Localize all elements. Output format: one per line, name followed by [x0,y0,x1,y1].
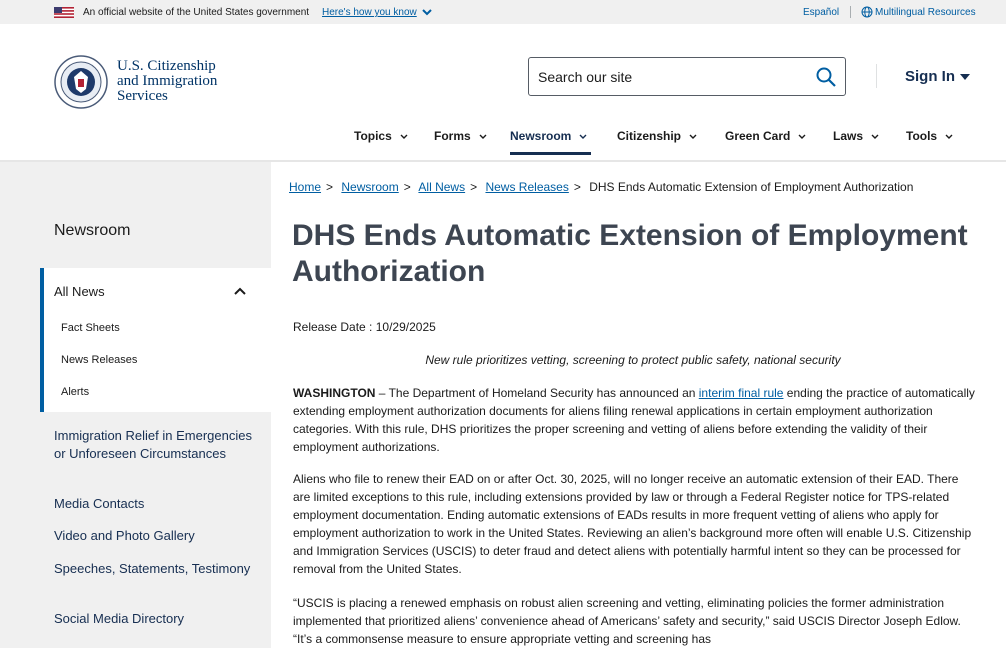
nav-laws[interactable]: Laws [833,129,879,143]
sidebar [0,162,271,648]
interim-final-rule-link[interactable]: interim final rule [698,386,784,400]
chevron-down-icon [689,134,697,140]
nav-tools[interactable]: Tools [906,129,953,143]
how-you-know-link[interactable]: Here's how you know [322,7,417,18]
sign-in-button[interactable]: Sign In [905,68,955,85]
main-nav [0,124,1006,158]
gov-banner [0,0,1006,24]
paragraph-text: ending the practice of automatically extending employment authorization documents for aliens filing renewal applications in certain employment authorization categories. With this rule, DHS prioritizes the proper screening and vetting of aliens before extending the validity of their employment authorizations. [293,386,975,454]
multilingual-resources-link[interactable]: Multilingual Resources [875,7,976,18]
site-header [0,24,1006,161]
sidebar-item-immigration-relief[interactable]: Immigration Relief in Emergencies or Unforeseen Circumstances [54,428,252,461]
paragraph-text: – The Department of Homeland Security has announced an [375,386,699,400]
nav-topics[interactable]: Topics [354,129,408,143]
breadcrumb-home[interactable]: Home [289,180,322,194]
article-paragraph: Aliens who file to renew their EAD on or after Oct. 30, 2025, will no longer receive an automatic extension of their EAD. There are limited exceptions to this rule, including extensions provided by law or through a Federal Register notice for TPS-related employment documentation. Ending automatic extensions of EADs results in more frequent vetting of aliens who apply for employment authorization to work in the United States. Reviewing an alien’s background more often will enable U.S. Citizenship and Immigration Services (USCIS) to deter fraud and detect aliens with potentially harmful intent so they can be processed for removal from the United States. [293,472,972,576]
chevron-down-icon[interactable] [421,6,433,18]
sidebar-item-news-releases[interactable]: News Releases [61,354,138,366]
logo-line: U.S. Citizenship [117,58,216,74]
chevron-up-icon[interactable] [233,286,247,296]
nav-forms[interactable]: Forms [434,129,487,143]
breadcrumb-separator: > [326,180,334,194]
us-flag-icon [54,7,74,18]
chevron-down-icon [871,134,879,140]
sidebar-group-all-news [40,268,271,412]
nav-citizenship[interactable]: Citizenship [617,129,697,143]
release-date-value: 10/29/2025 [375,320,436,334]
banner-divider [850,6,851,18]
breadcrumb-separator: > [573,180,581,194]
sidebar-item-media-contacts[interactable]: Media Contacts [54,496,145,511]
nav-green-card[interactable]: Green Card [725,129,806,143]
article-paragraph: “USCIS is placing a renewed emphasis on robust alien screening and vetting, eliminating policies the former administration implemented that prioritized aliens’ convenience ahead of Americans’ safety and security,” said USCIS Director Joseph Edlow. “It’s a commonsense measure to ensure appropriate vetting and screening has [293,596,961,646]
nav-newsroom[interactable]: Newsroom [510,129,587,143]
sidebar-item-all-news[interactable]: All News [54,284,105,299]
chevron-down-icon [400,134,408,140]
official-site-text: An official website of the United States government [83,7,310,18]
search-box [528,57,846,96]
release-date-label: Release Date : [293,320,373,334]
breadcrumb-all-news[interactable]: All News [418,180,466,194]
globe-icon[interactable] [861,6,873,18]
logo-line: and Immigration [117,73,218,89]
uscis-logo-text[interactable] [117,59,217,104]
sidebar-title: Newsroom [54,222,131,239]
release-date [293,320,436,334]
breadcrumb-newsroom[interactable]: Newsroom [341,180,399,194]
breadcrumb-separator: > [403,180,411,194]
breadcrumb [289,180,913,194]
sidebar-item-speeches[interactable]: Speeches, Statements, Testimony [54,561,251,576]
search-input[interactable] [538,67,808,87]
chevron-down-icon [579,134,587,140]
dhs-seal-logo[interactable] [54,55,108,109]
chevron-down-icon [798,134,806,140]
logo-line: Services [117,88,168,104]
espanol-link[interactable]: Español [803,7,840,18]
page-title: DHS Ends Automatic Extension of Employment Authorization [292,219,968,288]
sidebar-item-fact-sheets[interactable]: Fact Sheets [61,322,120,334]
sidebar-item-social-media-directory[interactable]: Social Media Directory [54,611,185,626]
header-divider [876,64,877,88]
chevron-down-icon [479,134,487,140]
article-paragraph [293,384,978,456]
sidebar-item-alerts[interactable]: Alerts [61,386,90,398]
sidebar-item-video-photo-gallery[interactable]: Video and Photo Gallery [54,528,195,543]
dateline: WASHINGTON [293,386,376,400]
chevron-down-icon [945,134,953,140]
article-subtitle: New rule prioritizes vetting, screening to protect public safety, national security [425,353,841,367]
caret-down-icon[interactable] [960,73,970,81]
breadcrumb-news-releases[interactable]: News Releases [485,180,569,194]
breadcrumb-separator: > [470,180,478,194]
breadcrumb-current: DHS Ends Automatic Extension of Employment Authorization [589,180,914,194]
nav-active-indicator [510,152,591,155]
search-icon[interactable] [815,66,837,88]
